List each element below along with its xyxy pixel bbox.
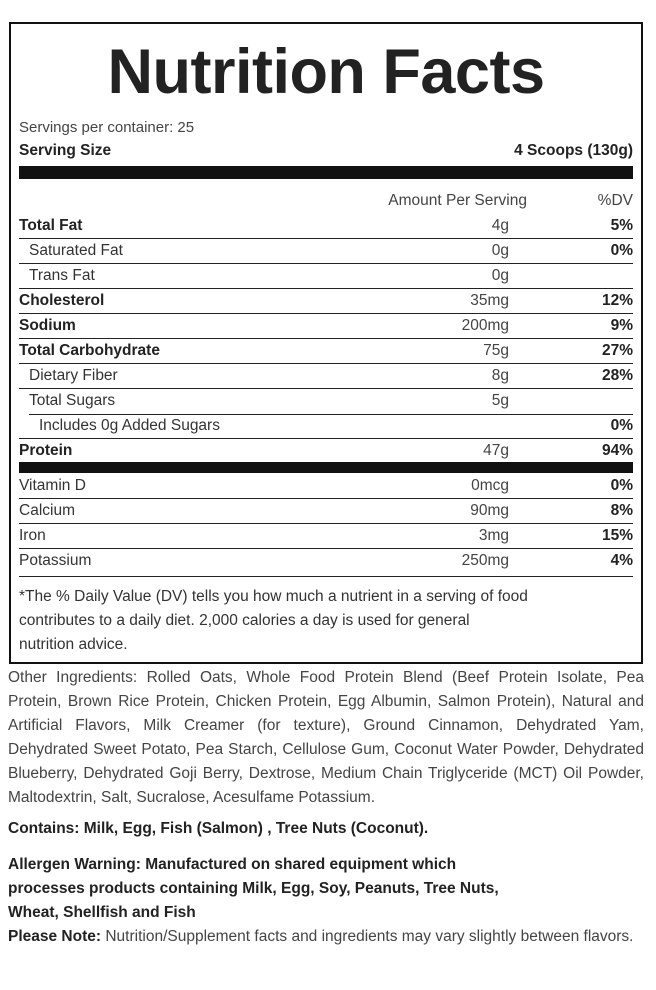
nutrient-dv: 9% [610, 317, 633, 334]
nutrient-dv: 15% [601, 527, 633, 544]
nutrition-facts-panel [9, 22, 643, 664]
nutrient-amount: 8g [491, 367, 509, 384]
vitamin-row-calcium [19, 499, 633, 524]
nutrient-label: Trans Fat [29, 267, 95, 284]
vitamin-row-vitamin-d [19, 474, 633, 499]
nutrient-label: Includes 0g Added Sugars [39, 417, 220, 434]
nutrient-amount: 0g [491, 242, 509, 259]
contains-statement: Contains: Milk, Egg, Fish (Salmon) , Tree Nuts (Coconut). [8, 820, 429, 837]
nutrient-dv: 0% [610, 477, 633, 494]
serving-size-row [19, 142, 633, 164]
nutrient-label: Sodium [19, 317, 76, 334]
nutrient-amount: 4g [491, 217, 509, 234]
dv-header: %DV [597, 192, 633, 209]
nutrient-dv: 94% [601, 442, 633, 459]
allergen-warning: Allergen Warning: Manufactured on shared equipment which processes products containing Milk, Egg, Soy, Peanuts, Tree Nuts, Wheat, Shellfish and Fish [8, 856, 499, 921]
nutrient-label: Cholesterol [19, 292, 105, 309]
nutrient-dv: 0% [610, 242, 633, 259]
nutrient-dv: 28% [601, 367, 633, 384]
column-header-row [19, 192, 633, 214]
nutrient-dv: 8% [610, 502, 633, 519]
nutrient-row-total-fat [19, 214, 633, 239]
nutrient-label: Dietary Fiber [29, 367, 118, 384]
nutrient-row-saturated-fat [19, 239, 633, 264]
nutrient-label: Protein [19, 442, 73, 459]
nutrient-amount: 47g [483, 442, 509, 459]
nutrient-label: Total Sugars [29, 392, 116, 409]
nutrient-label: Saturated Fat [29, 242, 123, 259]
nutrient-row-total-sugars [19, 389, 633, 414]
nutrient-row-dietary-fiber [19, 364, 633, 389]
please-note-text: Nutrition/Supplement facts and ingredients may vary slightly between flavors. [101, 928, 634, 945]
nutrient-amount: 0g [491, 267, 509, 284]
other-ingredients: Other Ingredients: Rolled Oats, Whole Food Protein Blend (Beef Protein Isolate, Pea Protein, Brown Rice Protein, Chicken Protein, Egg Albumin, Salmon Protein), Natural and Artificial Flavors, Milk Creamer (for texture), Ground Cinnamon, Dehydrated Yam, Dehydrated Sweet Potato, Pea Starch, Cellulose Gum, Coconut Water Powder, Dehydrated Blueberry, Dehydrated Goji Berry, Dextrose, Medium Chain Triglyceride (MCT) Oil Powder, Maltodextrin, Salt, Sucralose, Acesulfame Potassium. [8, 669, 644, 806]
nutrient-amount: 200mg [461, 317, 509, 334]
nutrient-label: Vitamin D [19, 477, 86, 494]
thick-divider [19, 462, 633, 473]
nutrient-row-protein [19, 439, 633, 464]
serving-size-value: 4 Scoops (130g) [514, 142, 633, 159]
vitamin-row-iron [19, 524, 633, 549]
nutrient-amount: 5g [491, 392, 509, 409]
nutrient-amount: 0mcg [471, 477, 509, 494]
nutrient-row-trans-fat [19, 264, 633, 289]
nutrient-dv: 27% [601, 342, 633, 359]
serving-size-label: Serving Size [19, 142, 112, 159]
nutrient-amount: 75g [483, 342, 509, 359]
nutrient-row-cholesterol [19, 289, 633, 314]
amount-per-serving-header: Amount Per Serving [388, 192, 527, 209]
nutrient-dv: 4% [610, 552, 633, 569]
please-note [8, 925, 644, 949]
thick-divider [19, 166, 633, 179]
nutrient-amount: 35mg [470, 292, 509, 309]
nutrient-label: Total Carbohydrate [19, 342, 160, 359]
nutrient-label: Total Fat [19, 217, 83, 234]
nutrient-label: Potassium [19, 552, 92, 569]
nutrient-row-total-carbohydrate [19, 339, 633, 364]
footnote-divider [19, 576, 633, 577]
nutrient-label: Calcium [19, 502, 75, 519]
nutrient-amount: 3mg [478, 527, 509, 544]
vitamin-row-potassium [19, 549, 633, 574]
nutrient-row-sodium [19, 314, 633, 339]
nutrient-label: Iron [19, 527, 46, 544]
nutrient-dv: 12% [601, 292, 633, 309]
dv-footnote: *The % Daily Value (DV) tells you how much a nutrient in a serving of food contributes to a daily diet. 2,000 calories a day is used for general nutrition advice. [19, 588, 528, 653]
nutrient-row-added-sugars [19, 414, 633, 439]
servings-per-container: Servings per container: 25 [19, 119, 195, 136]
please-note-label: Please Note: [8, 928, 102, 945]
nutrient-amount: 90mg [470, 502, 509, 519]
nutrient-dv: 0% [610, 417, 633, 434]
panel-title: Nutrition Facts [107, 37, 545, 107]
nutrient-dv: 5% [610, 217, 633, 234]
nutrient-amount: 250mg [461, 552, 509, 569]
